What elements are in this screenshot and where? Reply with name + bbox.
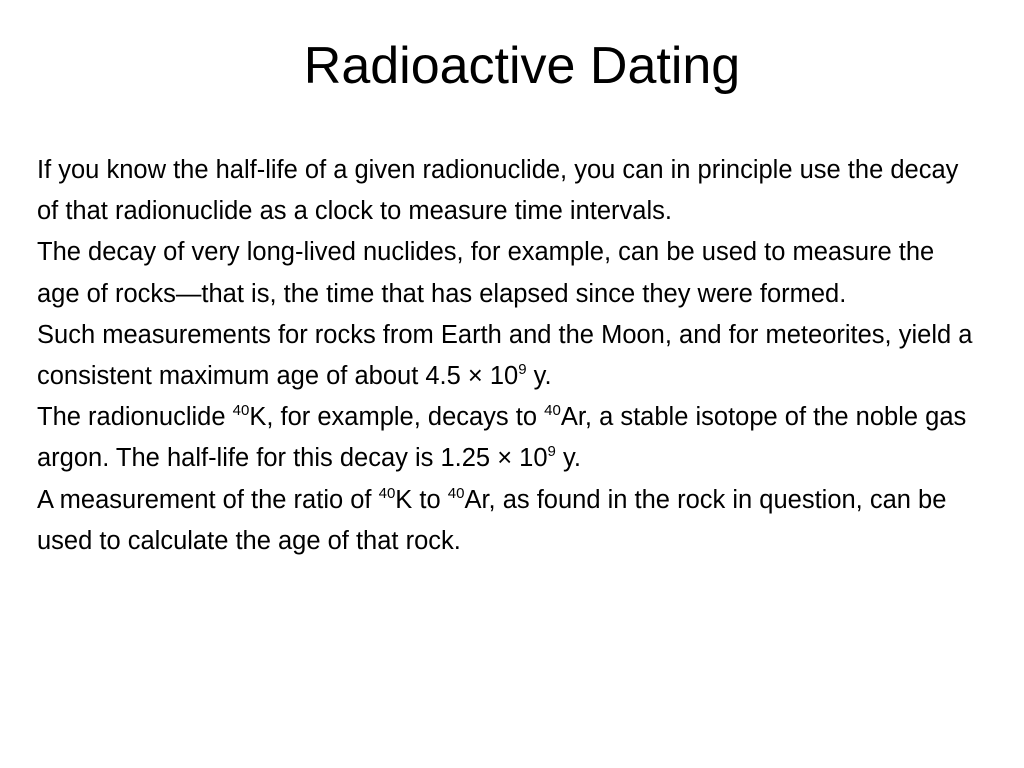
ratio-text-1: A measurement of the ratio of bbox=[37, 485, 379, 514]
exponent: 9 bbox=[518, 361, 527, 379]
paragraph-half-life-clock: If you know the half-life of a given radionuclide, you can in principle use the decay of that radionuclide as a clock to measure time intervals. bbox=[37, 156, 959, 226]
slide-title: Radioactive Dating bbox=[303, 37, 741, 95]
paragraph-rock-age: The decay of very long-lived nuclides, for example, can be used to measure the age of rocks—that is, the time that has elapsed since they were formed. bbox=[37, 238, 935, 308]
mass-number-ar: 40 bbox=[447, 484, 465, 502]
exponent: 9 bbox=[547, 443, 556, 461]
paragraph-ratio-measurement bbox=[37, 480, 982, 562]
slide-body bbox=[37, 150, 982, 562]
mass-number-k: 40 bbox=[232, 402, 250, 420]
paragraph-potassium-decay bbox=[37, 397, 982, 479]
max-age-unit: y. bbox=[526, 362, 552, 391]
mass-number-ar: 40 bbox=[544, 402, 561, 420]
ratio-text-2: K to bbox=[395, 485, 448, 514]
mass-number-k: 40 bbox=[378, 484, 396, 502]
potassium-text-1: The radionuclide bbox=[37, 403, 233, 432]
potassium-text-3: Ar, a stable isotope of the noble gas argon. The half-life for this decay is 1.25 × 10 bbox=[37, 403, 967, 473]
max-age-text: Such measurements for rocks from Earth and the Moon, and for meteorites, yield a consistent maximum age of about 4.5 × 10 bbox=[37, 320, 973, 391]
paragraph-max-age bbox=[37, 315, 982, 397]
potassium-text-2: K, for example, decays to bbox=[249, 403, 545, 432]
potassium-text-4: y. bbox=[555, 444, 581, 473]
ratio-text-3: Ar, as found in the rock in question, can be used to calculate the age of that rock. bbox=[37, 485, 947, 555]
